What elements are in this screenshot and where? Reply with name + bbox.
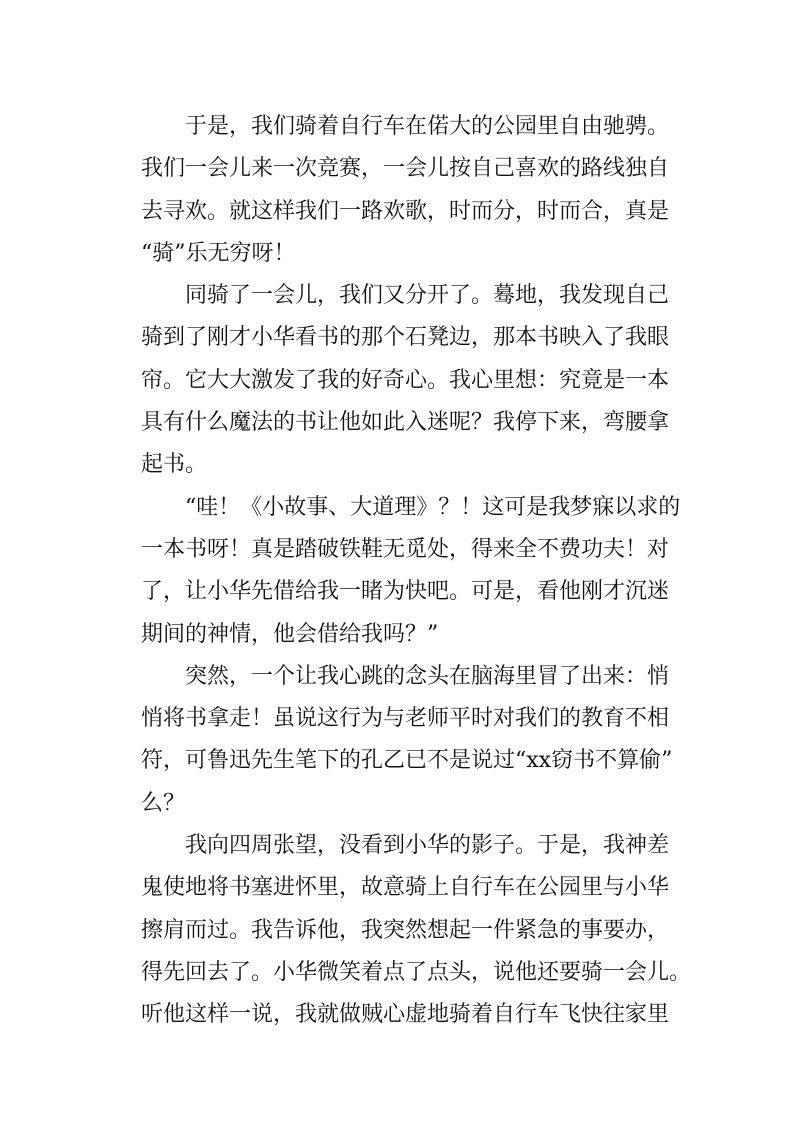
paragraph-2-line-3: 帘。它大大激发了我的好奇心。我心里想：究竟是一本 [141, 367, 670, 393]
paragraph-1-line-1: 于是，我们骑着自行车在偌大的公园里自由驰骋。 [185, 114, 670, 139]
paragraph-2-line-4: 具有什么魔法的书让他如此入迷呢？我停下来，弯腰拿 [141, 410, 670, 436]
paragraph-4-line-3: 符，可鲁迅先生笔下的孔乙已不是说过“xx窃书不算偷” [141, 748, 673, 774]
paragraph-5-line-1: 我向四周张望，没看到小华的影子。于是，我神差 [185, 833, 670, 859]
paragraph-2-line-2: 骑到了刚才小华看书的那个石凳边，那本书映入了我眼 [141, 325, 670, 351]
paragraph-1-line-2: 我们一会儿来一次竞赛，一会儿按自己喜欢的路线独自 [141, 156, 670, 182]
paragraph-4-line-4: 么？ [141, 790, 186, 816]
paragraph-3-line-1: “哇！《小故事、大道理》？！这可是我梦寐以求的 [185, 494, 681, 520]
paragraph-5-line-2: 鬼使地将书塞进怀里，故意骑上自行车在公园里与小华 [141, 875, 670, 901]
paragraph-4-line-2: 悄将书拿走！虽说这行为与老师平时对我们的教育不相 [141, 706, 670, 732]
paragraph-4-line-1: 突然，一个让我心跳的念头在脑海里冒了出来：悄 [185, 663, 670, 689]
paragraph-5-line-5: 听他这样一说，我就做贼心虚地骑着自行车飞快往家里 [141, 1002, 670, 1028]
paragraph-1-line-3: 去寻欢。就这样我们一路欢歌，时而分，时而合，真是 [141, 198, 670, 224]
paragraph-5-line-4: 得先回去了。小华微笑着点了点头，说他还要骑一会儿。 [141, 959, 692, 985]
paragraph-3-line-2: 一本书呀！真是踏破铁鞋无觅处，得来全不费功夫！对 [141, 536, 670, 562]
paragraph-5-line-3: 擦肩而过。我告诉他，我突然想起一件紧急的事要办， [141, 917, 670, 943]
paragraph-3-line-3: 了，让小华先借给我一睹为快吧。可是，看他刚才沉迷 [141, 579, 670, 605]
body-text [141, 106, 692, 1037]
paragraph-1-line-4: “骑”乐无穷呀！ [141, 240, 296, 266]
paragraph-2-line-5: 起书。 [141, 452, 208, 478]
paragraph-3-line-4: 期间的神情，他会借给我吗？” [141, 621, 439, 647]
paragraph-2-line-1: 同骑了一会儿，我们又分开了。蓦地，我发现自己 [185, 283, 670, 309]
